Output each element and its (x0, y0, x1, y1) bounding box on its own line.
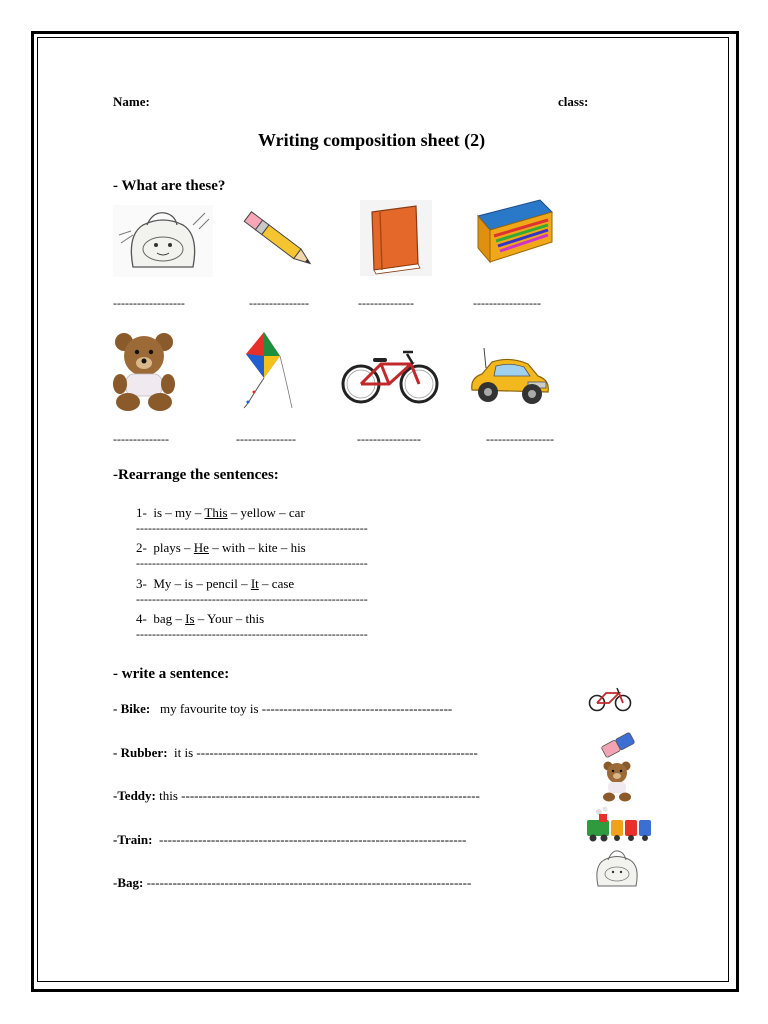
section-rearrange-heading: -Rearrange the sentences: (113, 467, 279, 483)
toy-train-icon (585, 806, 655, 844)
answer-line: ----------------- (473, 296, 541, 310)
answer-line: ---------------- (357, 432, 421, 446)
answer-line: ---------------------------------------------------------- (136, 592, 368, 606)
write-sentence-item: - Rubber: it is ----------------------------------------------------------------- (113, 745, 478, 760)
write-sentence-item: - Bike: my favourite toy is -------------------------------------------- (113, 701, 453, 716)
schoolbag-icon (113, 205, 213, 277)
answer-line: -------------- (358, 296, 414, 310)
answer-line: ---------------------------------------------------------- (136, 556, 368, 570)
bicycle-icon (588, 684, 632, 712)
teddy-bear-icon (110, 330, 178, 412)
section-write-sentence-heading: - write a sentence: (113, 666, 230, 682)
page-title: Writing composition sheet (2) (258, 130, 486, 150)
kite-icon (236, 330, 296, 410)
rearrange-item: 4- bag – Is – Your – this (136, 611, 265, 626)
answer-line: ---------------------------------------------------------- (136, 627, 368, 641)
rearrange-item: 3- My – is – pencil – It – case (136, 576, 295, 591)
rearrange-item: 2- plays – He – with – kite – his (136, 540, 306, 555)
section-what-are-these-heading: - What are these? (113, 178, 226, 194)
bicycle-icon (341, 342, 439, 408)
book-icon (360, 200, 432, 276)
answer-line: ----------------- (486, 432, 554, 446)
answer-line: ---------------------------------------------------------- (136, 521, 368, 535)
write-sentence-item: -Train: ----------------------------------------------------------------------- (113, 832, 467, 847)
pencil-icon (236, 206, 322, 274)
class-label: class: (558, 94, 589, 109)
teddy-bear-icon (600, 760, 634, 802)
answer-line: -------------- (113, 432, 169, 446)
write-sentence-item: -Teddy: this --------------------------------------------------------------------- (113, 788, 480, 803)
eraser-icon (600, 730, 636, 760)
rearrange-item: 1- is – my – This – yellow – car (136, 505, 305, 520)
answer-line: ------------------ (113, 296, 185, 310)
name-label: Name: (113, 94, 150, 109)
schoolbag-icon (588, 846, 646, 890)
answer-line: --------------- (249, 296, 309, 310)
answer-line: --------------- (236, 432, 296, 446)
write-sentence-item: -Bag: --------------------------------------------------------------------------- (113, 875, 472, 890)
car-icon (466, 344, 552, 410)
pencil-case-icon (470, 196, 558, 276)
